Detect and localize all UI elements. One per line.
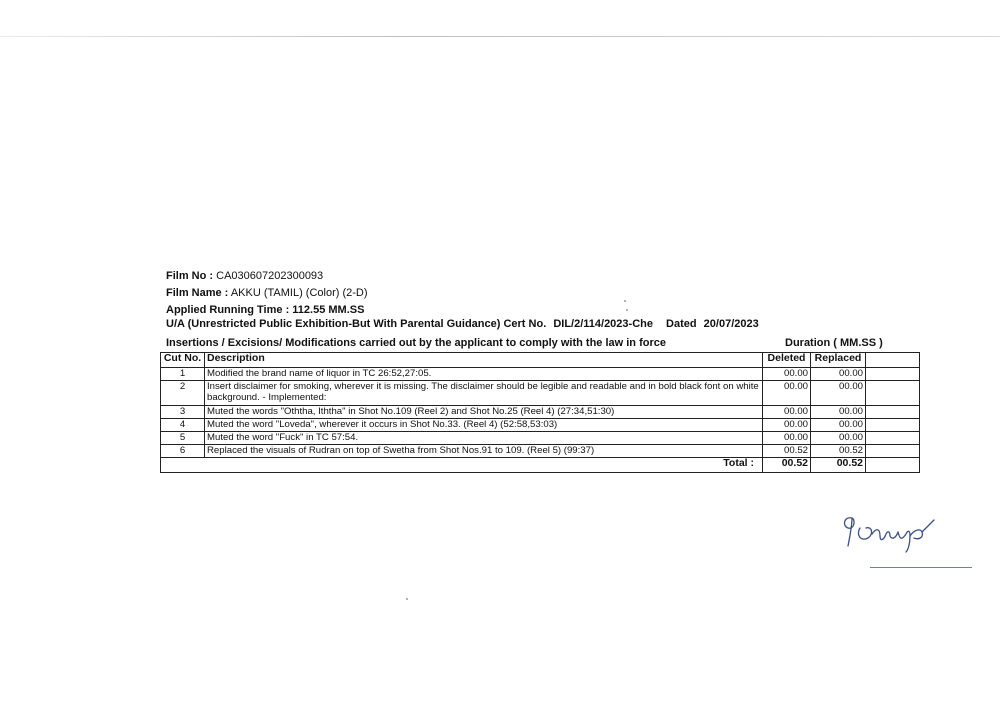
certificate-line xyxy=(166,318,759,330)
scan-speck xyxy=(626,309,628,311)
dated-value: 20/07/2023 xyxy=(703,318,759,330)
description-cell: Muted the words "Oththa, Iththa" in Shot No.109 (Reel 2) and Shot No.25 (Reel 4) (27:34,51:30) xyxy=(205,406,763,419)
table-row xyxy=(161,406,920,419)
handwritten-signature xyxy=(838,506,948,556)
film-no-line xyxy=(166,270,323,282)
running-time-label: Applied Running Time : xyxy=(166,304,290,316)
film-name-line xyxy=(166,287,368,299)
description-cell: Muted the word "Fuck" in TC 57:54. xyxy=(205,432,763,445)
certificate-label: U/A (Unrestricted Public Exhibition-But With Parental Guidance) Cert No. xyxy=(166,318,547,330)
replaced-cell: 00.52 xyxy=(811,445,866,458)
deleted-cell: 00.00 xyxy=(763,432,811,445)
deleted-cell: 00.00 xyxy=(763,419,811,432)
replaced-cell: 00.00 xyxy=(811,381,866,406)
running-time-value: 112.55 MM.SS xyxy=(292,304,365,316)
duration-caption: Duration ( MM.SS ) xyxy=(785,337,883,349)
film-no-label: Film No : xyxy=(166,270,214,282)
certificate-number: DIL/2/114/2023-Che xyxy=(553,318,653,330)
deleted-cell: 00.00 xyxy=(763,381,811,406)
cut-no-cell: 4 xyxy=(161,419,205,432)
cut-no-cell: 3 xyxy=(161,406,205,419)
total-replaced: 00.52 xyxy=(811,458,866,473)
col-header-cut-no: Cut No. xyxy=(161,353,205,368)
deleted-cell: 00.52 xyxy=(763,445,811,458)
replaced-cell: 00.00 xyxy=(811,432,866,445)
blank-cell xyxy=(866,406,920,419)
col-header-blank xyxy=(866,353,920,368)
total-row xyxy=(161,458,920,473)
total-label: Total : xyxy=(161,458,763,473)
table-row xyxy=(161,368,920,381)
deleted-cell: 00.00 xyxy=(763,406,811,419)
blank-cell xyxy=(866,368,920,381)
blank-cell xyxy=(866,381,920,406)
replaced-cell: 00.00 xyxy=(811,406,866,419)
blank-cell xyxy=(866,419,920,432)
signature-underline xyxy=(870,567,972,568)
scan-page-edge xyxy=(0,36,1000,37)
table-row xyxy=(161,381,920,406)
col-header-replaced: Replaced xyxy=(811,353,866,368)
table-row xyxy=(161,419,920,432)
dated-label: Dated xyxy=(666,318,697,330)
blank-cell xyxy=(866,458,920,473)
replaced-cell: 00.00 xyxy=(811,368,866,381)
cut-no-cell: 5 xyxy=(161,432,205,445)
table-header-row xyxy=(161,353,920,368)
cut-no-cell: 2 xyxy=(161,381,205,406)
description-cell: Replaced the visuals of Rudran on top of Swetha from Shot Nos.91 to 109. (Reel 5) (99:37) xyxy=(205,445,763,458)
description-cell: Insert disclaimer for smoking, wherever it is missing. The disclaimer should be legible and readable and in bold black font on white background. - Implemented: xyxy=(205,381,763,406)
modifications-caption: Insertions / Excisions/ Modifications carried out by the applicant to comply with the law in force xyxy=(166,337,666,349)
table-row xyxy=(161,445,920,458)
table-row xyxy=(161,432,920,445)
scan-speck xyxy=(624,300,626,302)
cut-no-cell: 1 xyxy=(161,368,205,381)
col-header-description: Description xyxy=(205,353,763,368)
description-cell: Muted the word "Loveda", wherever it occurs in Shot No.33. (Reel 4) (52:58,53:03) xyxy=(205,419,763,432)
col-header-deleted: Deleted xyxy=(763,353,811,368)
blank-cell xyxy=(866,432,920,445)
blank-cell xyxy=(866,445,920,458)
scan-speck xyxy=(406,598,408,600)
replaced-cell: 00.00 xyxy=(811,419,866,432)
cut-no-cell: 6 xyxy=(161,445,205,458)
deleted-cell: 00.00 xyxy=(763,368,811,381)
total-deleted: 00.52 xyxy=(763,458,811,473)
film-name-value: AKKU (TAMIL) (Color) (2-D) xyxy=(230,287,368,299)
running-time-line xyxy=(166,304,364,316)
cuts-table xyxy=(160,352,920,473)
description-cell: Modified the brand name of liquor in TC 26:52,27:05. xyxy=(205,368,763,381)
film-name-label: Film Name : xyxy=(166,287,229,299)
film-no-value: CA030607202300093 xyxy=(216,270,324,282)
